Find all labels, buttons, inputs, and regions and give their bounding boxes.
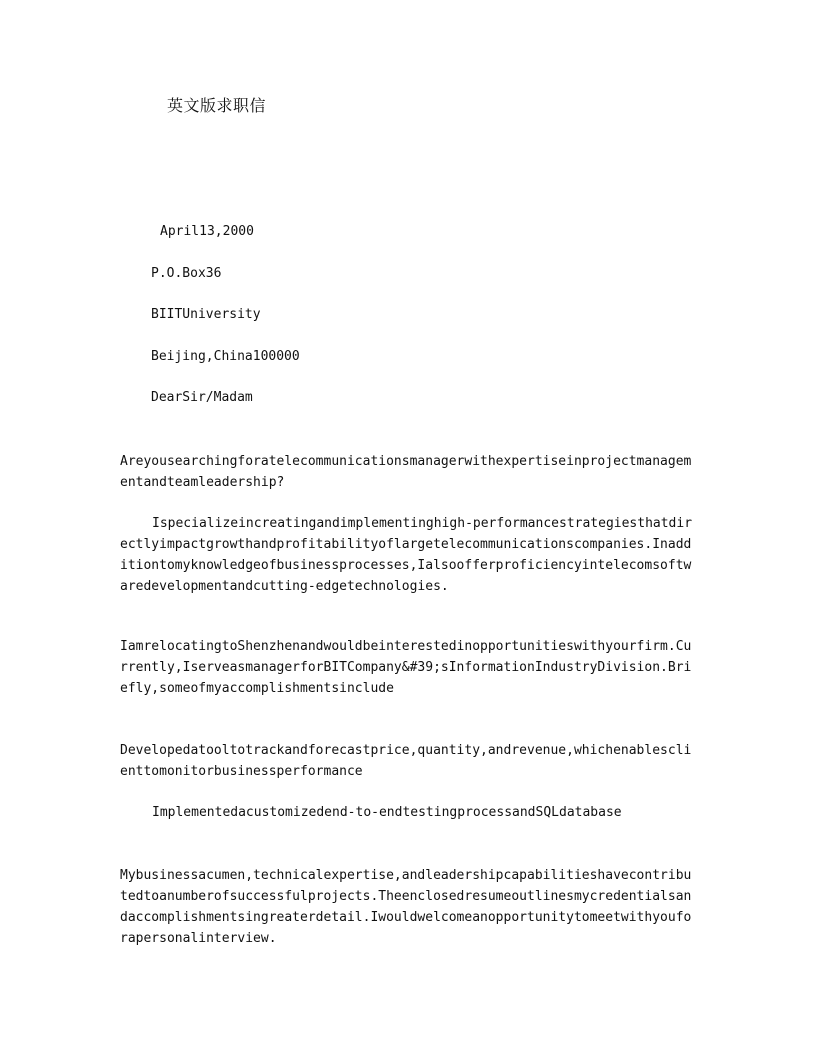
paragraph-intro: Areyousearchingforatelecommunicationsmanagerwithexpertiseinprojectmanagementandteamleadership?	[120, 454, 692, 490]
paragraph-relocating: IamrelocatingtoShenzhenandwouldbeinterestedinopportunitieswithyourfirm.Currently,IserveasmanagerforBITCompany&#39;sInformationIndustryDivision.Briefly,someofmyaccomplishmentsinclude	[120, 639, 692, 696]
address-line-1: P.O.Box36	[151, 266, 222, 281]
address-line-2: BIITUniversity	[151, 307, 261, 322]
letter-date: April13,2000	[160, 224, 254, 239]
accomplishment-item-1: Developedatooltotrackandforecastprice,quantity,andrevenue,whichenablesclienttomonitorbusinessperformance	[120, 743, 692, 779]
paragraph-specialize: Ispecializeincreatingandimplementinghigh-performancestrategiesthatdirectlyimpactgrowthandprofitabilityoflargetelecommunicationscompanies.Inadditiontomyknowledgeofbusinessprocesses,Ialsoofferproficiencyintelecomsoftwaredevelopmentandcutting-edgetechnologies.	[120, 516, 693, 594]
paragraph-closing: Mybusinessacumen,technicalexpertise,andleadershipcapabilitieshavecontributedtoanumberofsuccessfulprojects.Theenclosedresumeoutlinesmycredentialsandaccomplishmentsingreaterdetail.Iwouldwelcomeanopportunitytomeetwithyouforapersonalinterview.	[120, 868, 692, 946]
address-line-3: Beijing,China100000	[151, 349, 300, 364]
document-title: 英文版求职信	[167, 96, 267, 115]
accomplishment-item-2: Implementedacustomizedend-to-endtestingprocessandSQLdatabase	[152, 805, 622, 820]
salutation: DearSir/Madam	[151, 390, 253, 405]
